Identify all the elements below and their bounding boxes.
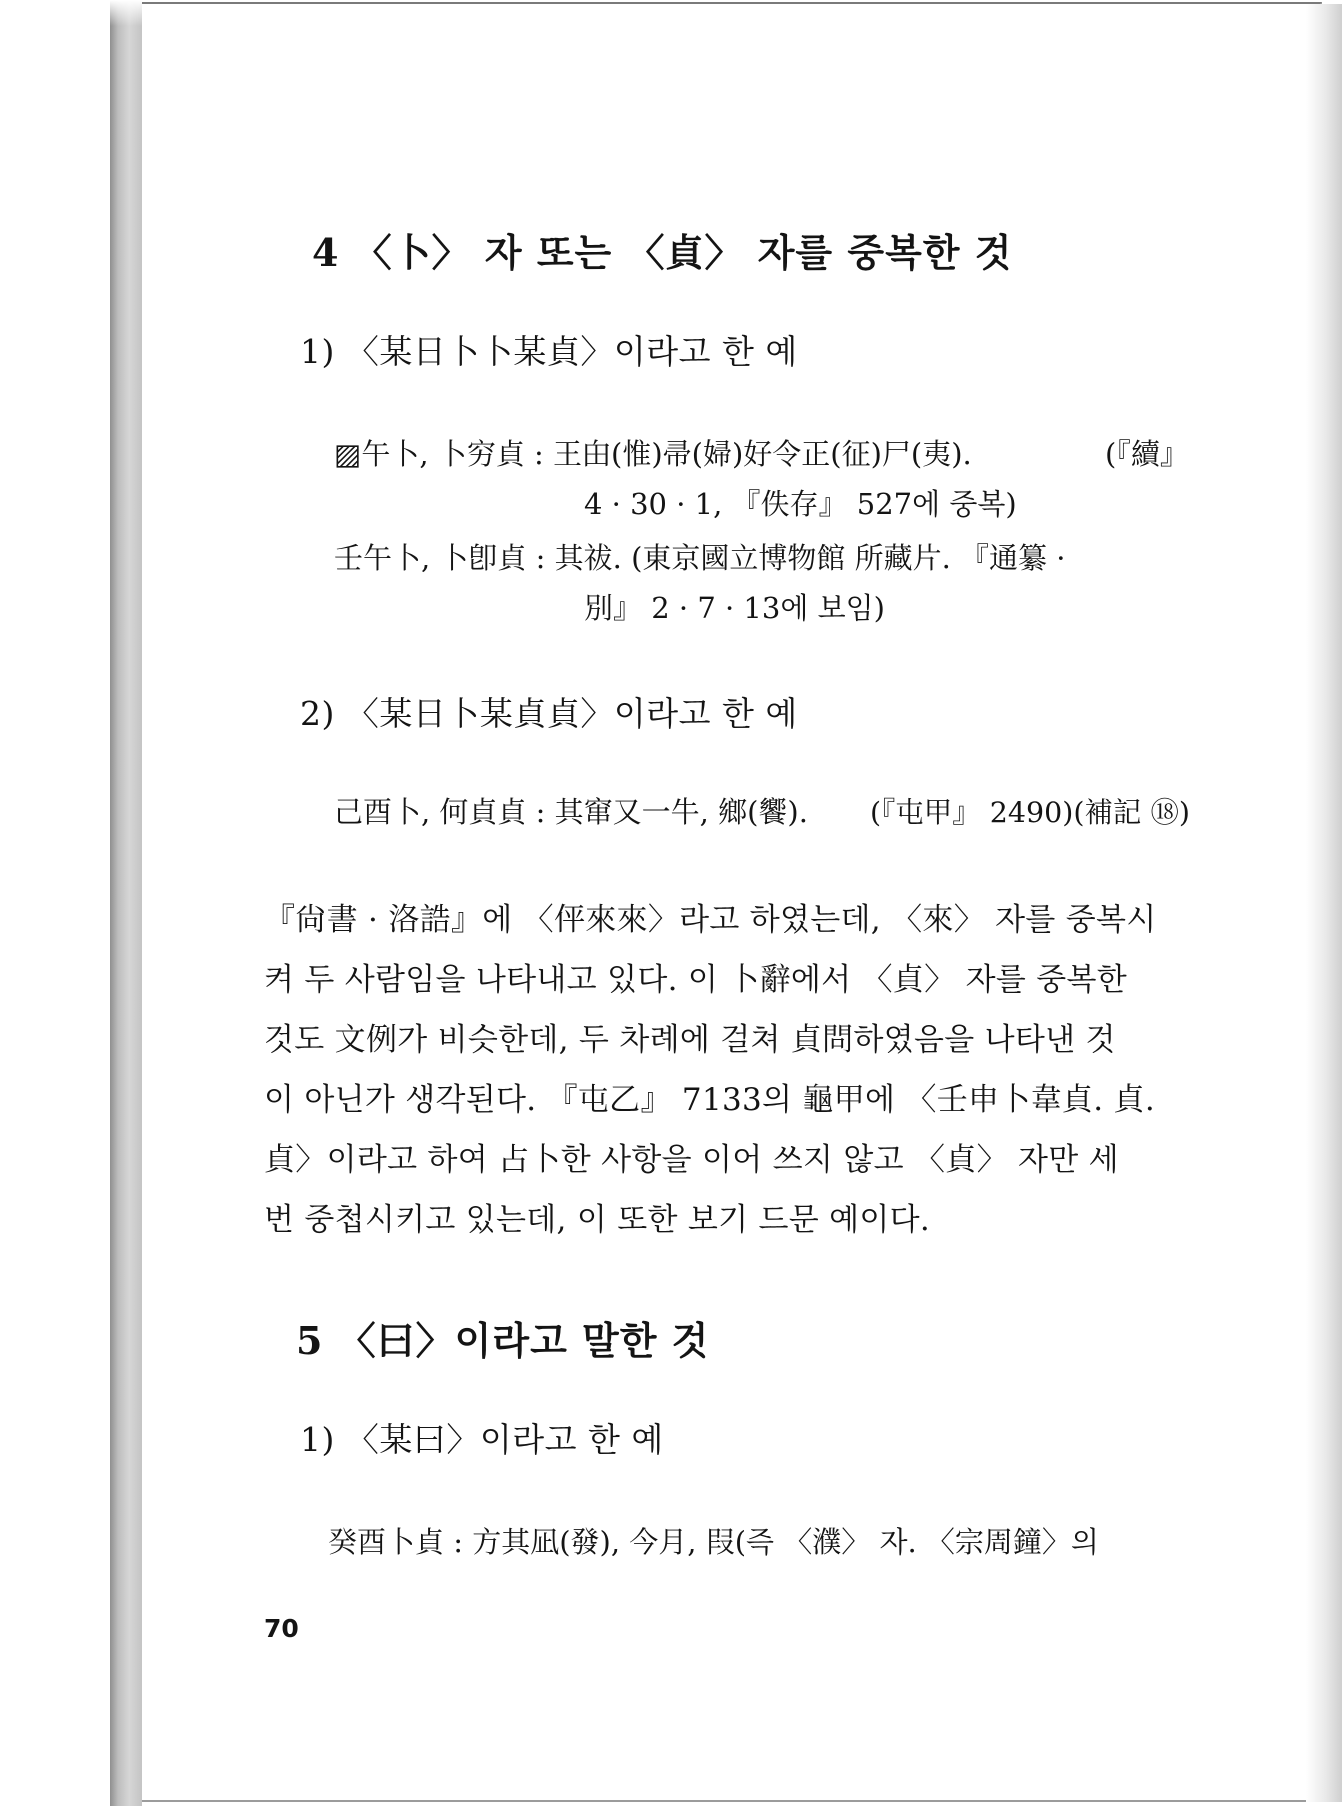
book-spine-top xyxy=(110,0,144,26)
paragraph-line: 이 아닌가 생각된다. 『屯乙』 7133의 龜甲에 〈壬申卜韋貞. 貞. xyxy=(264,1082,1155,1118)
paragraph-line: 貞〉이라고 하여 占卜한 사항을 이어 쓰지 않고 〈貞〉 자만 세 xyxy=(264,1142,1119,1178)
page-number: 70 xyxy=(264,1614,299,1643)
section-4-sub-2-entry-1-text: 己酉卜, 何貞貞 : 其窜又一牛, 鄉(饗). xyxy=(334,795,808,829)
section-4-sub-2-label: 2) 〈某日卜某貞貞〉이라고 한 예 xyxy=(300,694,798,733)
entry-reference: (『續』 xyxy=(1105,437,1189,471)
entry-text: ▨午卜, 卜穷貞 : 王甶(惟)帚(婦)好令正(征)尸(夷). xyxy=(334,437,972,471)
section-5-sub-1-label: 1) 〈某曰〉이라고 한 예 xyxy=(300,1420,664,1459)
section-4-sub-1-entry-1-line-1 xyxy=(334,432,972,473)
paragraph-line: 켜 두 사람임을 나타내고 있다. 이 卜辭에서 〈貞〉 자를 중복한 xyxy=(264,962,1127,998)
section-4-sub-1-entry-2-line-2: 別』 2 · 7 · 13에 보임) xyxy=(584,591,885,625)
paragraph-line: 『尙書 · 洛誥』에 〈伻來來〉라고 하였는데, 〈來〉 자를 중복시 xyxy=(264,902,1157,938)
page-edge-shadow xyxy=(1306,4,1342,1802)
section-4-sub-1-entry-2-line-1: 壬午卜, 卜卽貞 : 其祓. (東京國立博物館 所藏片. 『通纂 · xyxy=(334,541,1066,575)
section-5-sub-1-entry-1: 癸酉卜貞 : 方其凪(發), 今月, 叚(즉 〈濮〉 자. 〈宗周鐘〉의 xyxy=(328,1525,1099,1559)
paragraph-line: 번 중첩시키고 있는데, 이 또한 보기 드문 예이다. xyxy=(264,1202,931,1238)
paragraph-line: 것도 文例가 비슷한데, 두 차례에 걸쳐 貞問하였음을 나타낸 것 xyxy=(264,1022,1116,1058)
section-4-sub-2-entry-1-ref: (『屯甲』 2490)(補記 ⑱) xyxy=(870,796,1191,829)
section-4-sub-1-entry-1-line-2: 4 · 30 · 1, 『佚存』 527에 중복) xyxy=(584,487,1017,521)
section-4-sub-1-label: 1) 〈某日卜卜某貞〉이라고 한 예 xyxy=(300,332,798,371)
section-5-heading: 5 〈曰〉이라고 말한 것 xyxy=(296,1318,710,1363)
book-spine xyxy=(110,0,142,1806)
section-4-heading: 4 〈卜〉 자 또는 〈貞〉 자를 중복한 것 xyxy=(312,230,1013,275)
